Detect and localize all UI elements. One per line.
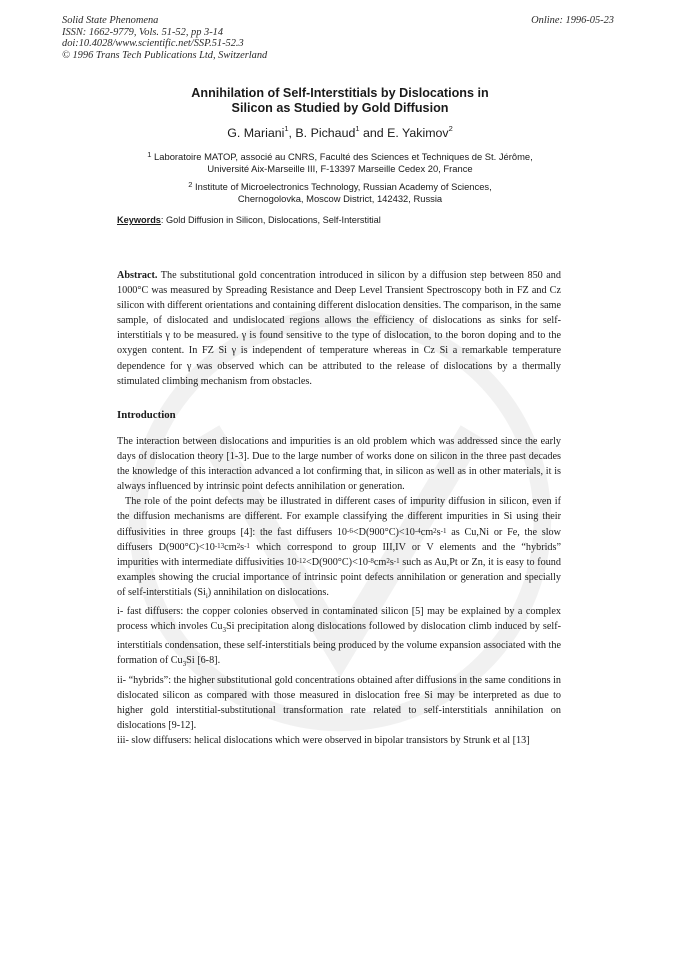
affiliation-marker: 1 [284,124,289,133]
keywords [117,215,381,225]
affiliation-text: Chernogolovka, Moscow District, 142432, Russia [237,193,443,204]
issn-line: ISSN: 1662-9779, Vols. 51-52, pp 3-14 [62,26,224,38]
abstract-label: Abstract. [117,270,158,281]
author-name: E. Yakimov [387,126,449,140]
journal-name: Solid State Phenomena [62,15,159,26]
author-name: B. Pichaud [295,126,356,140]
affiliation-marker: 2 [188,180,193,189]
paragraph: iii- slow diffusers: helical dislocations which were observed in bipolar transistors by Strunk et al [13] [117,734,530,746]
paragraph: i- fast diffusers: the copper colonies observed in contaminated silicon [5] may be explained by a complex process which involes $Cu_3Si$ precipitation along dislocations followed by dislocation climb induced by self-interstitials condensation, these self-interstitials being produced by the volume expansion associated with the formation of $Cu_3Si$ [6-8]. [117,606,561,669]
affiliation-marker: 1 [355,124,360,133]
affiliation-text: Laboratoire MATOP, associé au CNRS, Faculté des Sciences et Techniques de St. Jérôme, [154,151,533,162]
keywords-label: Keywords [117,215,161,225]
paragraph: ii- “hybrids”: the higher substitutional gold concentrations obtained after diffusions in the same conditions in dislocated silicon as compared with those measured in dislocation free Si may be interpreted as due to higher gold interstitial-substitutional transformation rate related to self-interstitials annihilation on dislocations [9-12]. [117,674,562,731]
title-line-2: Silicon as Studied by Gold Diffusion [231,101,449,115]
affiliation-text: Institute of Microelectronics Technology, Russian Academy of Sciences, [195,181,492,192]
affiliation-2 [100,181,580,205]
doi-line: doi:10.4028/www.scientific.net/SSP.51-52.3 [62,38,244,50]
title-line-1: Annihilation of Self-Interstitials by Dislocations in [191,86,489,100]
paragraph: The role of the point defects may be illustrated in different cases of impurity diffusion in silicon, even if the diffusion mechanisms are different. For example classifying the different impurities in Si using their diffusivities in three groups [4]: the fast diffusers $10^{-6}<D(900^\circ C)<10^{-4}cm^2s^{-1}$ as Cu,Ni or Fe, the slow diffusers $D(900^\circ C)<10^{-13}cm^2s^{-1}$ which correspond to group III,IV or V elements and the “hybrids” impurities with intermediate diffusivities $10^{-12}<D(900^\circ C)<10^{-8}cm^2s^{-1}$ such as Au,Pt or Zn, it is easy to found examples showing the crucial importance of intrinsic point defects annihilation or generation and specially of self-interstitials $(Si_i)$ annihilation on dislocations. [117,496,561,600]
affiliation-text: Université Aix-Marseille III, F-13397 Marseille Cedex 20, France [207,163,473,174]
author-name: G. Mariani [227,126,285,140]
author-list [120,126,560,140]
affiliation-marker: 2 [448,124,453,133]
publication-info [62,15,267,61]
paper-title [120,86,560,116]
affiliation-marker: 1 [147,150,152,159]
copyright-line: © 1996 Trans Tech Publications Ltd, Switzerland [62,49,268,61]
affiliation-1 [100,151,580,175]
abstract-text: The substitutional gold concentration introduced in silicon by a diffusion step between 850 and 1000°C was measured by Spreading Resistance and Deep Level Transient Spectroscopy both in FZ and Cz silicon with different orientations and containing different dislocation densities. The comparison, in the same sample, of dislocated and undislocated regions allows the efficiency of dislocations as sinks for self-interstitials γ to be measured. γ is found sensitive to the type of dislocation, to the boron doping and to the oxygen content. In FZ Si γ is independent of temperature whereas in Cz Si a remarkable temperature dependence for γ was observed which can be attributed to the release of dislocations by a thermally stimulated climbing mechanism from obstacles. [117,270,561,387]
section-heading-introduction: Introduction [117,409,176,421]
author-separator: and [359,126,388,140]
author-separator: , [288,126,296,140]
paragraph: The interaction between dislocations and impurities is an old problem which was addressed since the early days of dislocation theory [1-3]. Due to the large number of works done on silicon in the three past decades the knowledge of this interaction advanced a lot confirming that, in silicon as well as in other materials, it is always influenced by intrinsic point defects annihilation or generation. [117,436,561,493]
introduction-body [117,434,561,748]
online-date: Online: 1996-05-23 [531,15,614,26]
keywords-text: : Gold Diffusion in Silicon, Dislocations, Self-Interstitial [160,215,381,225]
abstract [117,268,561,389]
